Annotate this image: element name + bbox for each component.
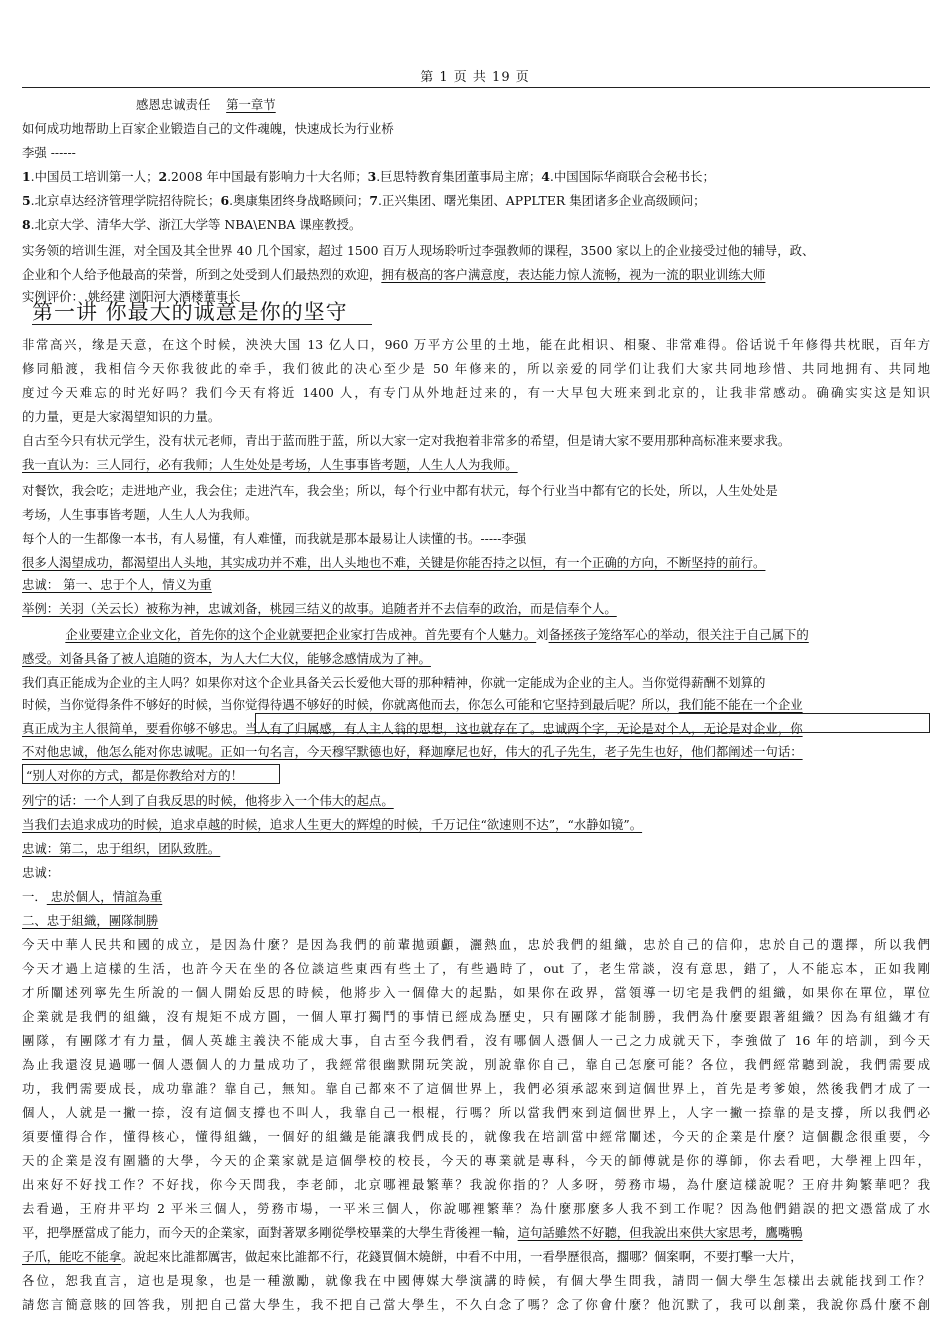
credential-number: 4 — [541, 169, 550, 184]
lenin-quote-line: 列宁的话：一个人到了自我反思的时候，他将步入一个伟大的起点。 — [22, 793, 394, 808]
body-line: 非常高兴，缘是天意，在这个时候，泱泱大国 13 亿人口，960 万平方公里的土地，能在此相识、相聚、非常难得。俗话说千年修得共枕眠，百年方 — [22, 337, 930, 352]
body-line: 企業就是我們的組織，沒有規矩不成方圓，一個人單打獨鬥的事情已經成為歷史，只有團隊才能制勝，我們為什麼要跟著組織？因為有組織才有 — [22, 1009, 930, 1024]
chapter-label: 第一章节 — [226, 97, 276, 112]
body-line: 團隊，有團隊才有力量，個人英雄主義決不能成大事，自古至今我們看，沒有哪個人憑個人一己之力成就天下，李強做了 16 年的培訓，到今天 — [22, 1033, 930, 1048]
credential-text: .中国国际华商联合会秘书长； — [549, 169, 715, 184]
plain-text: 平，把學歷當成了能力，而今天的企業家，面對著眾多剛從學校畢業的大學生背後裡一輪， — [22, 1225, 518, 1240]
body-line-underlined: 举例：关羽（关云长）被称为神，忠诚刘备，桃园三结义的故事。追随者并不去信奉的政治，而是信奉个人。 — [22, 601, 617, 616]
intro-paragraph-line-2 — [22, 266, 930, 283]
subtitle-line: 如何成功地帮助上百家企业锻造自己的文件魂魄，快速成长为行业桥 — [22, 121, 394, 136]
credential-text: .正兴集团、曙光集团、APPLTER 集团诸多企业高级顾问； — [377, 193, 706, 208]
body-line-underlined: 很多人渴望成功，都渴望出人头地，其实成功并不难，出人头地也不难，关键是你能否持之以恒，有一个正确的方向，不断坚持的前行。 — [22, 555, 766, 570]
author-line: 李强 ------ — [22, 145, 76, 160]
outline-number: 一． — [22, 889, 47, 904]
section-heading-loyalty-1: 忠诚： 第一、忠于个人，情义为重 — [22, 577, 212, 592]
body-line: 修同船渡，我相信今天你我彼此的牵手，我们彼此的决心至少是 50 年修来的，所以亲爱的同学们让我们大家共同地珍惜、共同地拥有、共同地 — [22, 361, 930, 376]
body-line-underlined: 真正成为主人很简单，要看你够不够忠。当人有了归属感，有人主人翁的思想，这也就存在了。忠诚两个字，无论是对个人，无论是对企业，你 — [22, 721, 803, 736]
credential-number: 6 — [220, 193, 230, 208]
body-line: 為止我還沒見過哪一個人憑個人的力量成功了，我經常很幽默開玩笑說，別說靠你自己，靠自己怎麼可能？各位，我們經常聽到說，我們需要成 — [22, 1057, 930, 1072]
credential-number: 2 — [158, 169, 168, 184]
underlined-text: 企业要建立企业文化，首先你的这个企业就要把企业家打告成神。首先要有个人魅力。 — [65, 627, 537, 642]
header-rule — [22, 87, 930, 88]
body-line: 天的企業是沒有圍牆的大學，今天的企業家就是這個學校的校長，今天的專業就是專科，今天的師傅就是你的導師，你去看吧，大學裡上四年， — [22, 1153, 930, 1168]
body-line — [22, 696, 930, 713]
intro-text: 企业和个人给予他最高的荣誉，所到之处受到人们最热烈的欢迎， — [22, 267, 382, 282]
underlined-text: 這句話雖然不好聽，但我說出來供大家思考，鷹嘴鴨 — [517, 1225, 803, 1240]
credentials-line-1 — [22, 168, 930, 185]
credential-number: 1 — [22, 169, 31, 184]
loyalty-label: 忠诚： — [22, 865, 60, 880]
body-line: 功，我們需要成長，成功靠誰？靠自己，無知。靠自己都來不了這個世界上，我們必須承認來到這個世界上，首先是考爹娘，然後我們才成了一 — [22, 1081, 930, 1096]
credential-number: 8 — [22, 217, 31, 232]
credentials-line-3 — [22, 216, 930, 233]
body-line: 自古至今只有状元学生，没有状元老师，青出于蓝而胜于蓝，所以大家一定对我抱着非常多的希望，但是请大家不要用那种高标准来要求我。 — [22, 433, 791, 448]
quote-line: 每个人的一生都像一本书，有人易懂，有人难懂，而我就是那本最易让人读懂的书。-----李强 — [22, 531, 527, 546]
plain-text: 。說起來比誰都厲害，做起來比誰都不行，花錢買個木燒餅，中看不中用，一看學歷很高，擱哪？個案啊，不要打擊一大片， — [121, 1249, 803, 1264]
underlined-text: 子爪，能吃不能拿 — [22, 1249, 122, 1264]
boxed-quote-text: 正如一句名言，今天穆罕默德也好，释迦摩尼也好，伟大的孔子先生，老子先生也好，他们都阐述一句话： — [220, 744, 803, 759]
body-line: 須要懂得合作，懂得核心，懂得組織，一個好的組織是能讓我們成長的，就像我在培訓當中經常闡述，今天的企業是什麼？這個觀念很重要，今 — [22, 1129, 930, 1144]
boxed-quote-line: “别人对你的方式，都是你教给对方的！ — [26, 768, 243, 783]
credentials-line-2 — [22, 192, 930, 209]
underlined-text: 不对他忠诚，他怎么能对你忠诚呢。 — [22, 744, 221, 759]
body-line-underlined: 我一直认为：三人同行，必有我师；人生处处是考场，人生事事皆考题，人生人人为我师。 — [22, 457, 518, 472]
body-line: 对餐饮，我会吃；走进地产业，我会住；走进汽车，我会坐；所以，每个行业中都有状元，每个行业当中都有它的长处，所以，人生处处是 — [22, 483, 778, 498]
body-line: 度过今天难忘的时光好吗？我们今天有将近 1400 人，有专门从外地赶过来的，有一大早包大班来到北京的，让我非常感动。确确实实这是知识 — [22, 385, 930, 400]
body-line — [22, 1224, 930, 1241]
body-line: 各位，恕我直言，這也是現象，也是一種激勵，就像我在中國傳媒大學演講的時候，有個大學生問我，請問一個大學生怎樣出去就能找到工作？ — [22, 1273, 930, 1288]
body-line-underlined: 感受。刘备具备了被人追随的资本，为人大仁大仪，能够念感情成为了神。 — [22, 651, 431, 666]
boxed-quote-frame — [255, 713, 930, 733]
body-line: 個人，人就是一撇一捺，沒有這個支撐也不叫人，我靠自己一根棍，行嗎？所以當我們來到這個世界上，人字一撇一捺靠的是支撐，所以我們必 — [22, 1105, 930, 1120]
body-line: 去看過，王府井平均 2 平米三個人，勞務市場，一平米三個人，你說哪裡繁華？為什麼那麼多人我不到工作呢？因為他們錯誤的把文憑當成了水 — [22, 1201, 930, 1216]
body-line — [22, 743, 930, 760]
credential-number: 5 — [22, 193, 31, 208]
underlined-text: 我们能不能在一个企业 — [678, 697, 803, 712]
body-line — [22, 626, 930, 643]
outline-item-1 — [22, 888, 930, 905]
lecture-heading: 第一讲 你最大的诚意是你的坚守 — [32, 300, 348, 324]
plain-text: 刘 — [536, 627, 549, 642]
section-heading-loyalty-2: 忠诚：第二，忠于组织，团队致胜。 — [22, 841, 221, 856]
credential-text: .2008 年中国最有影响力十大名师； — [167, 169, 368, 184]
body-line: 考场，人生事事皆考题，人生人人为我师。 — [22, 507, 258, 522]
underlined-text: 备拯孩子笼络军心的举动，很关注于自己属下的 — [548, 627, 809, 642]
body-line — [22, 1248, 930, 1265]
intro-underlined: 拥有极高的客户满意度，表达能力惊人流畅，视为一流的职业训练大师 — [381, 267, 766, 282]
body-line: 今天才過上這樣的生活，也許今天在坐的各位談這些東西有些土了，有些過時了，out 了，老生常談，沒有意思，錯了，人不能忘本，正如我剛 — [22, 961, 930, 976]
outline-text: 忠於個人，情誼為重 — [46, 889, 163, 904]
body-line: 的力量，更是大家渴望知识的力量。 — [22, 409, 221, 424]
credential-text: .奥康集团终身战略顾问； — [229, 193, 370, 208]
credential-text: .巨思特教育集团董事局主席； — [376, 169, 542, 184]
title-label: 感恩忠诚责任 — [136, 97, 211, 112]
page-indicator: 第 1 页 共 19 页 — [420, 70, 530, 85]
intro-paragraph-line-1: 实务领的培训生涯，对全国及其全世界 40 几个国家，超过 1500 百万人现场聆听过李强教师的课程，3500 家以上的企业接受过他的辅导，政、 — [22, 243, 815, 258]
document-title — [136, 96, 536, 113]
body-line: 請您言簡意賅的回答我，別把自己當大學生，我不把自己當大學生，不久白念了嗎？念了你會什麼？他沉默了，我可以創業，我說你爲什麼不創 — [22, 1297, 930, 1312]
credential-text: .北京大学、清华大学、浙江大学等 NBA\ENBA 课座教授。 — [30, 217, 362, 232]
lecture-heading-rule — [32, 324, 372, 325]
body-line: 才所闡述列寧先生所說的一個人開始反思的時候，他將步入一個偉大的起點，如果你在政界，當領導一切宅是我們的組織，如果你在單位，單位 — [22, 985, 930, 1000]
outline-item-2: 二、忠于組織，團隊制勝 — [22, 913, 159, 928]
body-line-underlined: 当我们去追求成功的时候，追求卓越的时候，追求人生更大的辉煌的时候，千万记住“欲速则不达”，“水静如镜”。 — [22, 817, 643, 832]
body-line: 我们真正能成为企业的主人吗？如果你对这个企业具备关云长爱他大哥的那种精神，你就一定能成为企业的主人。当你觉得薪酬不划算的 — [22, 675, 766, 690]
credential-number: 7 — [369, 193, 378, 208]
credential-text: .北京卓达经济管理学院招待院长； — [30, 193, 221, 208]
body-line: 出來好不好找工作？不好找，你今天問我，李老師，北京哪裡最繁華？我說你指的？人多呀，勞務市場，為什麼這樣說呢？王府井夠繁華吧？我 — [22, 1177, 930, 1192]
credential-number: 3 — [367, 169, 377, 184]
body-line: 今天中華人民共和國的成立，是因為什麼？是因為我們的前輩拋頭顱，灑熱血，忠於我們的組織，忠於自己的信仰，忠於自己的選擇，所以我們 — [22, 937, 930, 952]
plain-text: 时候，当你觉得条件不够好的时候，当你觉得待遇不够好的时候，你就离他而去，你怎么可能和它坚持到最后呢？所以， — [22, 697, 679, 712]
evaluation-line: 实例评价：.姚经建 浏阳河大酒楼董事长 — [22, 289, 241, 304]
credential-text: .中国员工培训第一人； — [30, 169, 159, 184]
